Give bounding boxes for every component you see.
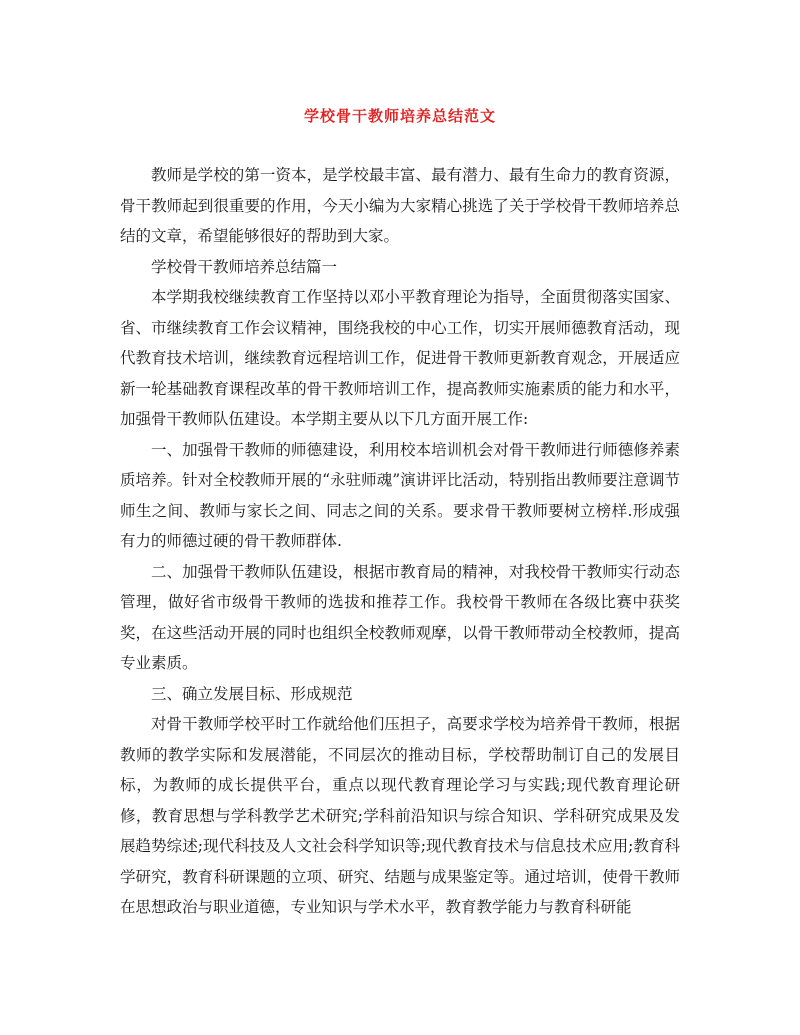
body-paragraph: 对骨干教师学校平时工作就给他们压担子，高要求学校为培养骨干教师，根据教师的教学实际和发展潜能，不同层次的推动目标，学校帮助制订自己的发展目标，为教师的成长提供平台，重点以现代教育理论学习与实践;现代教育理论研修，教育思想与学科教学艺术研究;学科前沿知识与综合知识、学科研究成果及发展趋势综述;现代科技及人文社会科学知识等;现代教育技术与信息技术应用;教育科学研究，教育科研课题的立项、研究、结题与成果鉴定等。通过培训，使骨干教师在思想政治与职业道德，专业知识与学术水平，教育教学能力与教育科研能: [120, 715, 680, 916]
body-paragraph: 二、加强骨干教师队伍建设，根据市教育局的精神，对我校骨干教师实行动态管理，做好省市级骨干教师的选拔和推荐工作。我校骨干教师在各级比赛中获奖奖，在这些活动开展的同时也组织全校教师观摩，以骨干教师带动全校教师，提高专业素质。: [120, 562, 680, 672]
body-paragraph: 一、加强骨干教师的师德建设，利用校本培训机会对骨干教师进行师德修养素质培养。针对全校教师开展的“永驻师魂”演讲评比活动，特别指出教师要注意调节师生之间、教师与家长之间、同志之间的关系。要求骨干教师要树立榜样.形成强有力的师德过硬的骨干教师群体.: [120, 440, 680, 550]
body-paragraph: 本学期我校继续教育工作坚持以邓小平教育理论为指导，全面贯彻落实国家、省、市继续教育工作会议精神，围绕我校的中心工作，切实开展师德教育活动，现代教育技术培训，继续教育远程培训工作，促进骨干教师更新教育观念，开展适应新一轮基础教育课程改革的骨干教师培训工作，提高教师实施素质的能力和水平，加强骨干教师队伍建设。本学期主要从以下几方面开展工作:: [120, 288, 680, 428]
document-body: [120, 160, 680, 923]
intro-paragraph: 教师是学校的第一资本，是学校最丰富、最有潜力、最有生命力的教育资源，骨干教师起到很重要的作用，今天小编为大家精心挑选了关于学校骨干教师培养总结的文章，希望能够很好的帮助到大家。: [120, 166, 680, 245]
subsection-heading: 三、确立发展目标、形成规范: [151, 684, 353, 703]
document-title: 学校骨干教师培养总结范文: [303, 107, 496, 125]
section-heading: 学校骨干教师培养总结篇一: [151, 257, 338, 276]
